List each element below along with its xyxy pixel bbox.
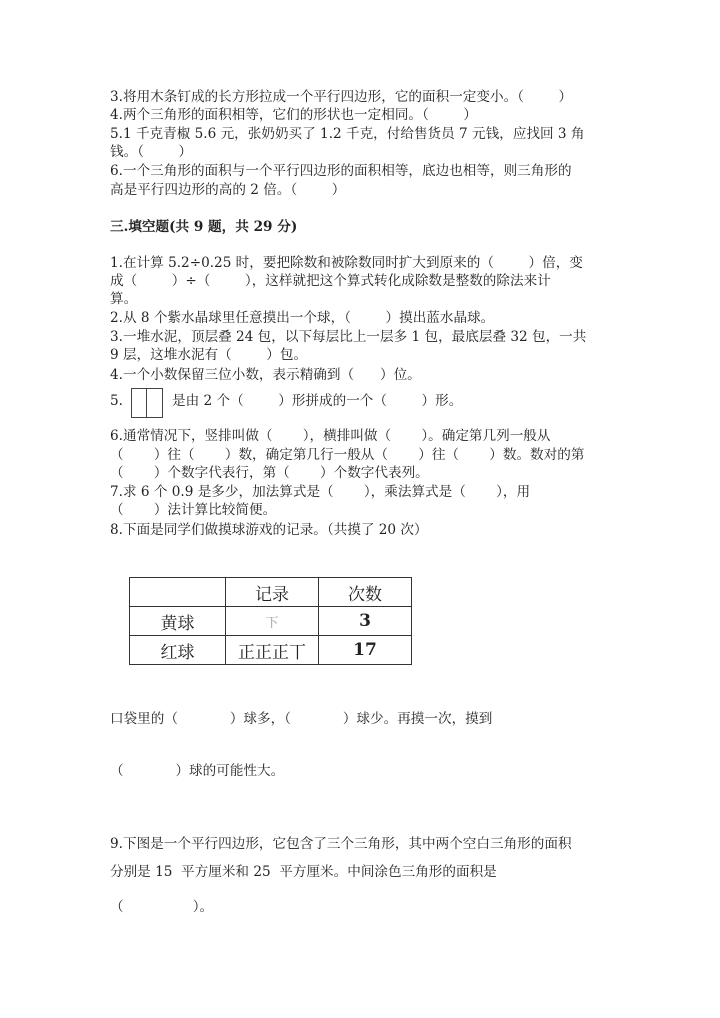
fill-q6-cont2: （ ）个数字代表行，第（ ）个数字代表列。 — [110, 465, 429, 481]
section-title: 三.填空题(共 9 题，共 29 分) — [110, 219, 298, 235]
fill-q8-after: 口袋里的（ ）球多，（ ）球少。再摸一次，摸到 — [110, 711, 493, 727]
fill-q1-cont2: 算。 — [110, 291, 138, 307]
table-header-cell — [130, 578, 226, 607]
fill-q3: 3.一堆水泥，顶层叠 24 包，以下每层比上一层多 1 包，最底层叠 32 包，一共 — [110, 329, 587, 345]
table-cell: 3 — [319, 607, 412, 636]
fill-q9: 9.下图是一个平行四边形，它包含了三个三角形，其中两个空白三角形的面积 — [110, 836, 572, 852]
ball-record-table — [129, 577, 412, 665]
fill-q9-cont: 分别是 15 平方厘米和 25 平方厘米。中间涂色三角形的面积是 — [110, 864, 497, 880]
table-cell: 17 — [319, 636, 412, 665]
fill-q7: 7.求 6 个 0.9 是多少，加法算式是（ ），乘法算式是（ ），用 — [110, 484, 531, 500]
fill-q5-text: 是由 2 个（ ）形拼成的一个（ ）形。 — [172, 393, 463, 409]
table-row — [130, 607, 412, 636]
fill-q1-cont: 成（ ）÷（ ），这样就把这个算式转化成除数是整数的除法来计 — [110, 273, 551, 289]
judgement-q3: 3.将用木条钉成的长方形拉成一个平行四边形，它的面积一定变小。（ ） — [110, 89, 573, 105]
fill-q8: 8.下面是同学们做摸球游戏的记录。（共摸了 20 次） — [110, 522, 428, 538]
fill-q6: 6.通常情况下，竖排叫做（ ），横排叫做（ ）。确定第几列一般从 — [110, 428, 551, 444]
judgement-q5-cont: 钱。（ ） — [110, 144, 193, 160]
fill-q2: 2.从 8 个紫水晶球里任意摸出一个球，（ ）摸出蓝水晶球。 — [110, 310, 495, 326]
fill-q7-cont: （ ）法计算比较简便。 — [110, 502, 277, 518]
fill-q4: 4.一个小数保留三位小数，表示精确到（ ）位。 — [110, 367, 421, 383]
fill-q8-after-cont: （ ）球的可能性大。 — [110, 763, 285, 779]
table-header-row — [130, 578, 412, 607]
judgement-q5: 5.1 千克青椒 5.6 元，张奶奶买了 1.2 千克，付给售货员 7 元钱，应找回 3 角 — [110, 126, 585, 142]
fill-q6-cont: （ ）往（ ）数，确定第几行一般从（ ）往（ ）数。数对的第 — [110, 447, 585, 463]
table-cell: 下 — [226, 607, 319, 636]
table-row — [130, 636, 412, 665]
table-cell: 正正正丅 — [226, 636, 319, 665]
fill-q3-cont: 9 层，这堆水泥有（ ）包。 — [110, 347, 308, 363]
judgement-q6-cont: 高是平行四边形的高的 2 倍。（ ） — [110, 182, 346, 198]
table-header-cell: 记录 — [226, 578, 319, 607]
judgement-q6: 6.一个三角形的面积与一个平行四边形的面积相等，底边也相等，则三角形的 — [110, 163, 572, 179]
table-header-cell: 次数 — [319, 578, 412, 607]
table-cell: 红球 — [130, 636, 226, 665]
fill-q1: 1.在计算 5.2÷0.25 时，要把除数和被除数同时扩大到原来的（ ）倍，变 — [110, 255, 583, 271]
fill-q5-number: 5. — [110, 393, 123, 409]
table-cell: 黄球 — [130, 607, 226, 636]
fill-q9-cont2: （ ）。 — [110, 899, 214, 915]
judgement-q4: 4.两个三角形的面积相等，它们的形状也一定相同。（ ） — [110, 107, 477, 123]
two-rectangles-figure — [131, 388, 163, 418]
